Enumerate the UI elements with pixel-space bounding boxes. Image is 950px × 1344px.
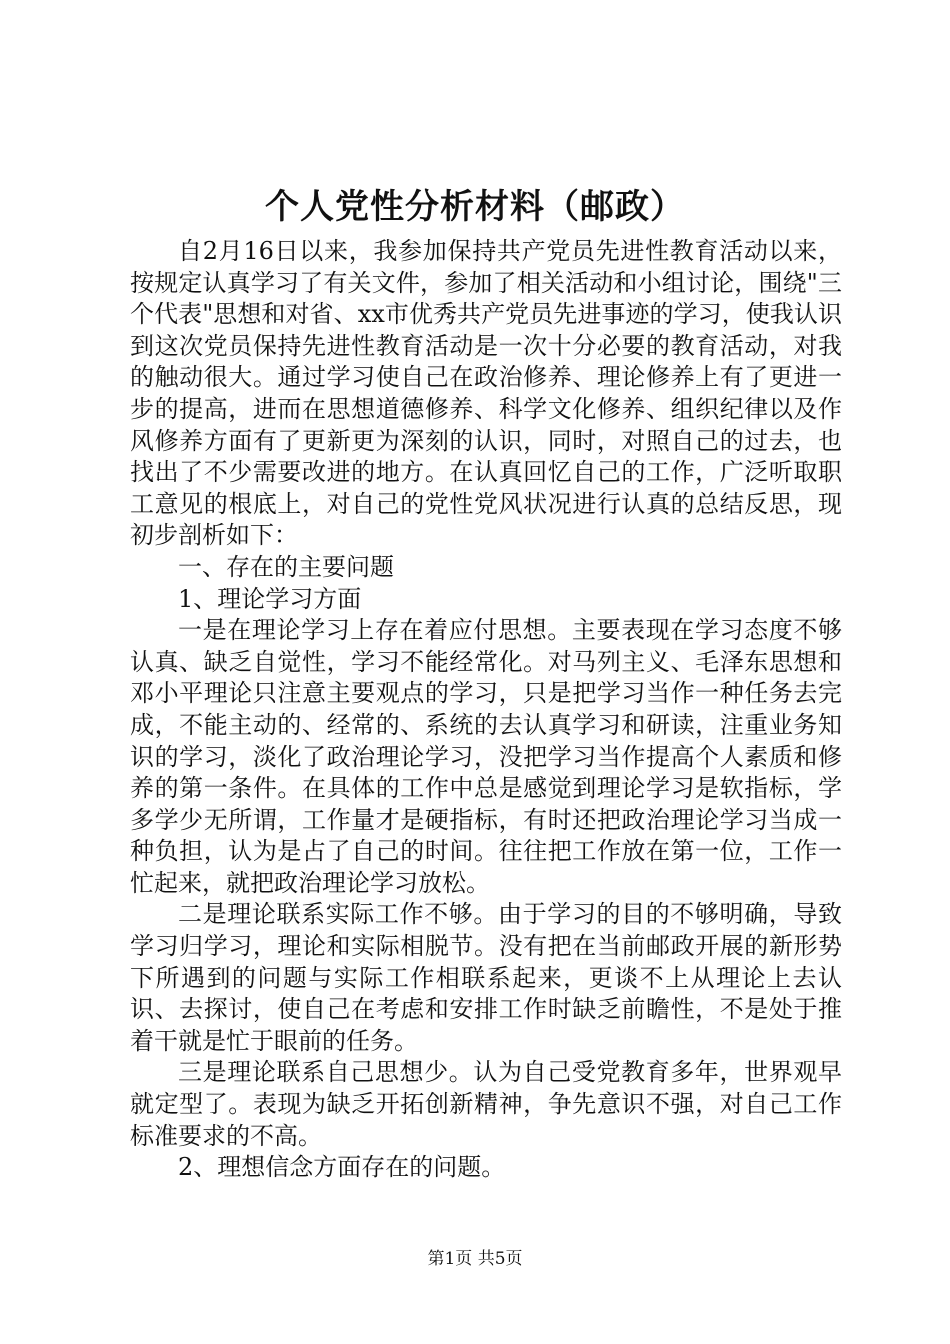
document-title: 个人党性分析材料（邮政）	[265, 187, 685, 227]
paragraph-intro: 自2月16日以来，我参加保持共产党员先进性教育活动以来，按规定认真学习了有关文件，参加了相关活动和小组讨论，围绕"三个代表"思想和对省、xx市优秀共产党员先进事迹的学习，使我认识到这次党员保持先进性教育活动是一次十分必要的教育活动，对我的触动很大。通过学习使自己在政治修养、理论修养上有了更进一步的提高，进而在思想道德修养、科学文化修养、组织纪律以及作风修养方面有了更新更为深刻的认识，同时，对照自己的过去，也找出了不少需要改进的地方。在认真回忆自己的工作，广泛听取职工意见的根底上，对自己的党性党风状况进行认真的总结反思，现初步剖析如下：	[130, 237, 842, 550]
paragraph-point-one: 一是在理论学习上存在着应付思想。主要表现在学习态度不够认真、缺乏自觉性，学习不能经常化。对马列主义、毛泽东思想和邓小平理论只注意主要观点的学习，只是把学习当作一种任务去完成，不能主动的、经常的、系统的去认真学习和研读，注重业务知识的学习，淡化了政治理论学习，没把学习当作提高个人素质和修养的第一条件。在具体的工作中总是感觉到理论学习是软指标，学多学少无所谓，工作量才是硬指标，有时还把政治理论学习当成一种负担，认为是占了自己的时间。往往把工作放在第一位，工作一忙起来，就把政治理论学习放松。	[130, 616, 842, 897]
paragraph-point-two: 二是理论联系实际工作不够。由于学习的目的不够明确，导致学习归学习，理论和实际相脱节。没有把在当前邮政开展的新形势下所遇到的问题与实际工作相联系起来，更谈不上从理论上去认识、去探讨，使自己在考虑和安排工作时缺乏前瞻性，不是处于推着干就是忙于眼前的任务。	[130, 900, 842, 1055]
page-number-footer: 第1页 共5页	[427, 1249, 523, 1269]
paragraph-point-three: 三是理论联系自己思想少。认为自己受党教育多年，世界观早就定型了。表现为缺乏开拓创新精神，争先意识不强，对自己工作标准要求的不高。	[130, 1058, 842, 1150]
subsection-heading-theory: 1、理论学习方面	[178, 584, 362, 613]
document-body	[130, 236, 842, 1184]
section-heading-problems: 一、存在的主要问题	[178, 552, 394, 581]
subsection-heading-ideals: 2、理想信念方面存在的问题。	[178, 1153, 506, 1182]
